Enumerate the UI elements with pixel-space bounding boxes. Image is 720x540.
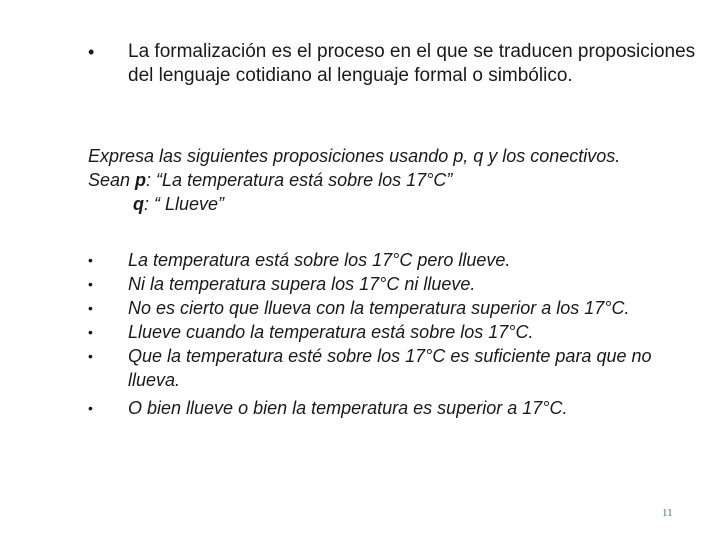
list-item — [88, 272, 698, 296]
list-item — [88, 320, 698, 344]
list-item-text: Que la temperatura esté sobre los 17°C es suficiente para que no llueva. — [128, 346, 652, 390]
definition-q — [88, 192, 698, 216]
list-item — [88, 396, 698, 420]
sean-label: Sean — [88, 170, 136, 190]
list-item — [88, 344, 698, 392]
definition-p-text: : “La temperatura está sobre los 17°C” — [146, 170, 453, 190]
list-item — [88, 296, 698, 320]
list-item-text: No es cierto que llueva con la temperatura superior a los 17°C. — [128, 298, 630, 318]
definition-p — [88, 168, 698, 192]
intro-bullet: • — [88, 42, 95, 62]
bullet-icon: • — [88, 324, 93, 340]
proposition-list — [88, 248, 698, 420]
bullet-icon: • — [88, 300, 93, 316]
intro-paragraph: La formalización es el proceso en el que se traducen proposiciones del lenguaje cotidiano al lenguaje formal o simbólico. — [128, 41, 696, 86]
bullet-icon: • — [88, 252, 93, 268]
list-item-text: La temperatura está sobre los 17°C pero llueve. — [128, 250, 511, 270]
bullet-icon: • — [88, 348, 93, 364]
list-item-text: O bien llueve o bien la temperatura es superior a 17°C. — [128, 398, 568, 418]
variable-p: p — [135, 170, 147, 190]
instructions-block — [88, 144, 698, 216]
list-item — [88, 248, 698, 272]
bullet-icon: • — [88, 276, 93, 292]
list-item-text: Ni la temperatura supera los 17°C ni llueve. — [128, 274, 476, 294]
definition-q-text: : “ Llueve” — [144, 194, 225, 214]
page-number: 11 — [662, 507, 673, 519]
instructions-line: Expresa las siguientes proposiciones usando p, q y los conectivos. — [88, 146, 621, 166]
list-item-text: Llueve cuando la temperatura está sobre los 17°C. — [128, 322, 534, 342]
bullet-icon: • — [88, 400, 93, 416]
variable-q: q — [133, 194, 144, 214]
